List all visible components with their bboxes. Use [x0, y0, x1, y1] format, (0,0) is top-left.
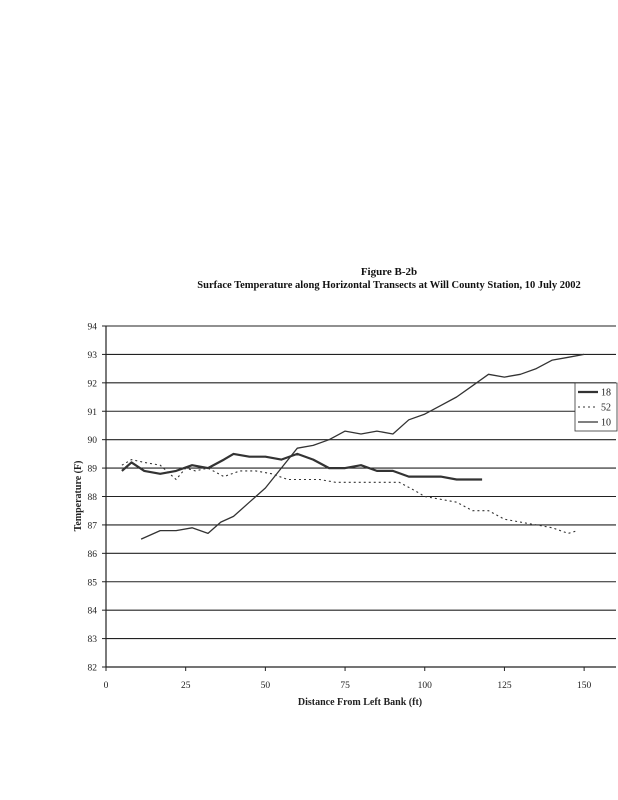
- x-tick-label: 50: [260, 681, 271, 691]
- y-tick-label: 84: [87, 606, 97, 617]
- y-tick-label: 83: [87, 635, 97, 646]
- series-line-18: [122, 454, 482, 480]
- x-tick-label: 0: [103, 681, 109, 691]
- legend: [575, 383, 617, 431]
- figure-subtitle: Surface Temperature along Horizontal Transects at Will County Station, 10 July 2002: [197, 280, 581, 291]
- x-tick-label: 25: [180, 681, 191, 691]
- figure-title: Figure B-2b: [360, 266, 418, 278]
- x-tick-label: 125: [497, 681, 512, 691]
- y-tick-label: 92: [87, 379, 97, 390]
- y-tick-label: 82: [87, 663, 97, 674]
- series-lines: [122, 354, 584, 539]
- x-tick-label: 75: [340, 681, 350, 691]
- y-tick-label: 90: [87, 436, 97, 447]
- y-tick-label: 87: [87, 521, 97, 532]
- legend-label-18: 18: [601, 387, 611, 399]
- gridlines: [106, 326, 616, 667]
- y-tick-label: 86: [87, 549, 97, 560]
- y-tick-label: 94: [87, 322, 97, 333]
- x-axis-label: Distance From Left Bank (ft): [297, 697, 423, 708]
- y-tick-label: 85: [87, 578, 97, 589]
- legend-label-10: 10: [601, 417, 611, 429]
- y-tick-label: 88: [87, 493, 97, 503]
- x-tick-label: 150: [577, 681, 592, 691]
- x-tick-label: 100: [417, 681, 432, 691]
- y-tick-label: 89: [87, 464, 97, 475]
- y-tick-label: 93: [87, 350, 97, 361]
- y-axis-label: Temperature (F): [73, 460, 84, 532]
- axes: [88, 323, 617, 692]
- legend-label-52: 52: [601, 402, 611, 414]
- y-tick-label: 91: [87, 407, 97, 418]
- series-line-10: [141, 354, 584, 539]
